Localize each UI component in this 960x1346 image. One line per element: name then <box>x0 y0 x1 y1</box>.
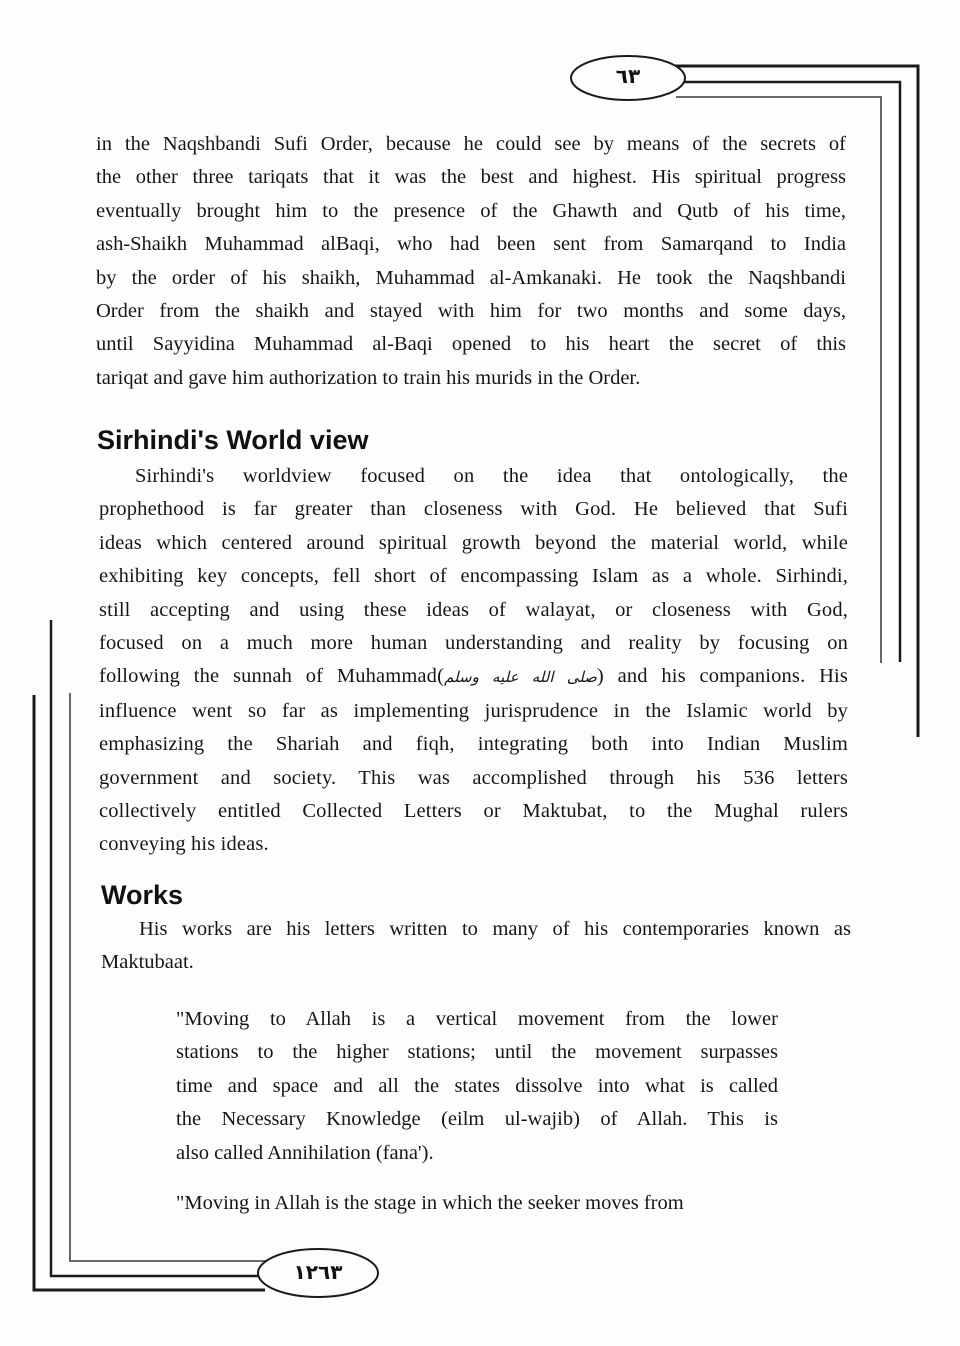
works-paragraph <box>101 913 851 980</box>
text-line: in the Naqshbandi Sufi Order, because he could see by means of the secrets of <box>96 133 846 155</box>
quote-line: stations to the higher stations; until the movement surpasses <box>176 1041 778 1064</box>
sunnah-text-after: ) and his companions. His <box>596 665 848 688</box>
quote-line: also called Annihilation (fana'). <box>176 1141 434 1164</box>
quote-line: "Moving in Allah is the stage in which the seeker moves from <box>176 1192 684 1214</box>
page-number-bottom: ١٢٦٣ <box>293 1260 343 1284</box>
text-line: by the order of his shaikh, Muhammad al-Amkanaki. He took the Naqshbandi <box>96 266 846 289</box>
page-number-top: ٦٣ <box>615 64 641 88</box>
intro-paragraph <box>96 128 846 395</box>
text-line: ideas which centered around spiritual growth beyond the material world, while <box>99 531 848 554</box>
text-line: His works are his letters written to many of his contemporaries known as <box>139 918 851 940</box>
block-quote <box>176 1187 778 1220</box>
section-heading-works: Works <box>101 880 184 910</box>
text-line: Maktubaat. <box>101 951 194 974</box>
text-line: still accepting and using these ideas of walayat, or closeness with God, <box>99 598 848 621</box>
text-line: prophethood is far greater than closeness with God. He believed that Sufi <box>99 498 848 521</box>
text-line: conveying his ideas. <box>99 833 269 856</box>
text-line: Sirhindi's worldview focused on the idea that ontologically, the <box>135 465 848 487</box>
block-quote <box>176 1003 778 1170</box>
text-line: emphasizing the Shariah and fiqh, integrating both into Indian Muslim <box>99 733 848 756</box>
section-heading-world-view: Sirhindi's World view <box>97 425 369 455</box>
text-line: until Sayyidina Muhammad al-Baqi opened to his heart the secret of this <box>96 333 846 356</box>
quote-line: "Moving to Allah is a vertical movement from the lower <box>176 1008 778 1030</box>
text-line: exhibiting key concepts, fell short of encompassing Islam as a whole. Sirhindi, <box>99 565 848 588</box>
text-line: eventually brought him to the presence of the Ghawth and Qutb of his time, <box>96 199 846 222</box>
sunnah-text-before: following the sunnah of Muhammad( <box>99 665 445 688</box>
quote-line: time and space and all the states dissolve into what is called <box>176 1074 778 1097</box>
quote-line: the Necessary Knowledge (eilm ul-wajib) of Allah. This is <box>176 1108 778 1131</box>
text-line-sunnah <box>99 660 848 694</box>
arabic-salutation: صلى الله عليه وسلم <box>444 668 597 687</box>
text-line: tariqat and gave him authorization to train his murids in the Order. <box>96 366 641 389</box>
text-line: Order from the shaikh and stayed with him for two months and some days, <box>96 300 846 323</box>
text-line: collectively entitled Collected Letters or Maktubat, to the Mughal rulers <box>99 800 848 823</box>
text-line: influence went so far as implementing jurisprudence in the Islamic world by <box>99 699 848 722</box>
text-line: government and society. This was accomplished through his 536 letters <box>99 766 848 789</box>
text-line: the other three tariqats that it was the best and highest. His spiritual progress <box>96 166 846 189</box>
text-line: ash-Shaikh Muhammad alBaqi, who had been sent from Samarqand to India <box>96 233 846 256</box>
text-line: focused on a much more human understanding and reality by focusing on <box>99 632 848 655</box>
world-view-paragraph <box>99 460 848 862</box>
